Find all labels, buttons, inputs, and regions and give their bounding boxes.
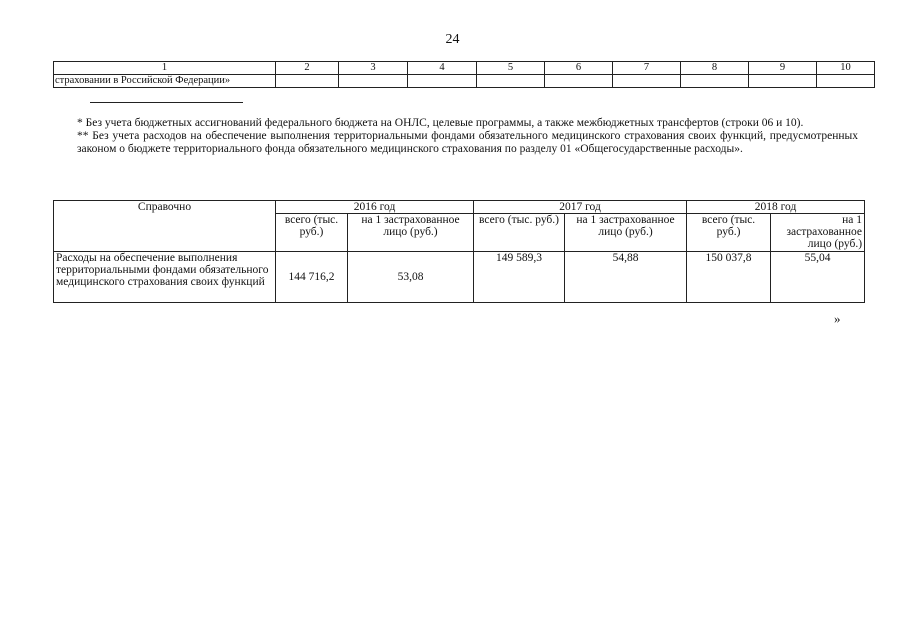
col-per-person-header: на 1 застрахованное лицо (руб.)	[565, 214, 687, 252]
col-number: 4	[408, 62, 477, 75]
value-per-person-2016: 53,08	[348, 252, 474, 303]
col-number: 1	[54, 62, 276, 75]
value-per-person-2017: 54,88	[565, 252, 687, 303]
page-number: 24	[445, 32, 460, 47]
table-cell	[408, 75, 477, 88]
label-header: Справочно	[54, 201, 276, 252]
table-cell	[681, 75, 749, 88]
reference-table	[53, 200, 865, 303]
table-cell	[817, 75, 875, 88]
col-number: 9	[749, 62, 817, 75]
footnote-divider	[90, 102, 243, 103]
table-cell	[749, 75, 817, 88]
col-number: 3	[339, 62, 408, 75]
table-row	[54, 252, 865, 303]
col-number: 10	[817, 62, 875, 75]
table-cell	[339, 75, 408, 88]
closing-quote: »	[834, 311, 841, 326]
value-total-2016: 144 716,2	[276, 252, 348, 303]
col-number: 2	[276, 62, 339, 75]
col-number: 5	[477, 62, 545, 75]
col-total-header: всего (тыс. руб.)	[474, 214, 565, 252]
col-total-header: всего (тыс. руб.)	[276, 214, 348, 252]
col-total-header: всего (тыс. руб.)	[687, 214, 771, 252]
value-per-person-2018: 55,04	[771, 252, 865, 303]
value-total-2018: 150 037,8	[687, 252, 771, 303]
table-cell	[613, 75, 681, 88]
year-header: 2018 год	[687, 201, 865, 214]
col-per-person-header: на 1 застрахованное лицо (руб.)	[771, 214, 865, 252]
col-number: 7	[613, 62, 681, 75]
year-header: 2017 год	[474, 201, 687, 214]
table-cell	[276, 75, 339, 88]
footnote-2: ** Без учета расходов на обеспечение выполнения территориальными фондами обязательного медицинского страхования своих функций, предусмотренных законом о бюджете территориального фонда обязательного медицинского страхования по разделу 01 «Общегосударственные расходы».	[77, 130, 858, 155]
footnotes	[77, 117, 858, 156]
value-total-2017: 149 589,3	[474, 252, 565, 303]
continuation-table	[53, 61, 875, 88]
year-header-row	[54, 201, 865, 214]
row-label: Расходы на обеспечение выполнения территориальными фондами обязательного медицинского страхования своих функций	[54, 252, 276, 303]
col-per-person-header: на 1 застрахованное лицо (руб.)	[348, 214, 474, 252]
footnote-1: * Без учета бюджетных ассигнований федерального бюджета на ОНЛС, целевые программы, а также межбюджетных трансфертов (строки 06 и 10).	[77, 117, 804, 129]
table-cell	[477, 75, 545, 88]
col-number: 8	[681, 62, 749, 75]
table-row	[54, 75, 875, 88]
table-cell	[545, 75, 613, 88]
table-cell: страховании в Российской Федерации»	[54, 75, 276, 88]
col-number: 6	[545, 62, 613, 75]
table-header-row	[54, 62, 875, 75]
year-header: 2016 год	[276, 201, 474, 214]
